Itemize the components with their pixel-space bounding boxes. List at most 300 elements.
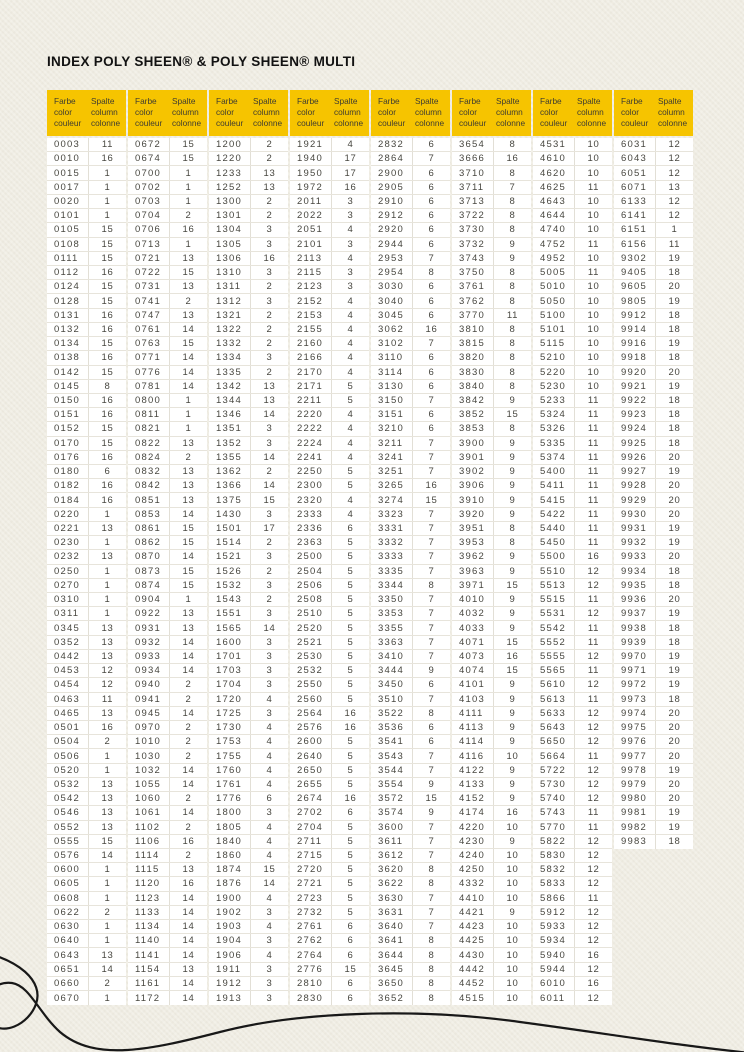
column-number-cell: 9 (493, 707, 531, 720)
table-row (128, 522, 207, 536)
table-row (452, 508, 531, 522)
column-number-cell: 11 (574, 892, 612, 905)
table-row (452, 323, 531, 337)
column-number-cell: 13 (88, 792, 126, 805)
table-row (614, 337, 693, 351)
column-number-cell: 3 (250, 906, 288, 919)
column-number-cell: 16 (169, 835, 207, 848)
column-number-cell: 8 (412, 948, 450, 961)
color-code-cell: 5010 (540, 281, 566, 293)
column-number-cell: 4 (331, 294, 369, 307)
table-row (533, 451, 612, 465)
column-number-cell: 15 (331, 963, 369, 976)
column-number-cell: 8 (412, 934, 450, 947)
column-number-cell: 18 (655, 437, 693, 450)
table-row (452, 835, 531, 849)
column-number-cell: 20 (655, 778, 693, 791)
color-code-cell: 0763 (135, 338, 161, 350)
column-number-cell: 13 (169, 607, 207, 620)
column-number-cell: 19 (655, 650, 693, 663)
table-row (209, 565, 288, 579)
table-row (533, 479, 612, 493)
color-code-cell: 1800 (216, 807, 242, 819)
column-number-cell: 16 (88, 309, 126, 322)
table-row (209, 479, 288, 493)
table-row (128, 366, 207, 380)
column-number-cell: 11 (574, 621, 612, 634)
group-rows (452, 138, 531, 1005)
table-row (452, 380, 531, 394)
table-row (128, 650, 207, 664)
table-row (371, 294, 450, 308)
column-number-cell: 6 (331, 948, 369, 961)
color-code-cell: 0220 (54, 508, 80, 520)
table-row (290, 650, 369, 664)
column-number-cell: 1 (169, 593, 207, 606)
column-number-cell: 8 (493, 294, 531, 307)
column-number-cell: 1 (88, 764, 126, 777)
table-row (47, 138, 126, 152)
table-row (128, 664, 207, 678)
column-number-cell: 15 (88, 437, 126, 450)
column-number-cell: 2 (250, 280, 288, 293)
table-row (533, 138, 612, 152)
column-number-cell: 2 (250, 195, 288, 208)
table-row (371, 479, 450, 493)
table-row (371, 138, 450, 152)
table-row (128, 892, 207, 906)
column-number-cell: 12 (574, 579, 612, 592)
table-row (533, 152, 612, 166)
color-code-cell: 1120 (135, 878, 161, 890)
table-row (128, 821, 207, 835)
column-number-cell: 14 (169, 764, 207, 777)
column-number-cell: 19 (655, 664, 693, 677)
spalte-header-label: Spalte column colonne (415, 96, 445, 128)
table-row (290, 778, 369, 792)
color-code-cell: 3251 (378, 466, 404, 478)
table-row (209, 906, 288, 920)
table-row (614, 422, 693, 436)
table-row (128, 493, 207, 507)
table-row (290, 821, 369, 835)
color-code-cell: 0874 (135, 579, 161, 591)
column-number-cell: 20 (655, 749, 693, 762)
table-row (371, 565, 450, 579)
color-code-cell: 4430 (459, 949, 485, 961)
table-row (533, 948, 612, 962)
color-code-cell: 1055 (135, 778, 161, 790)
column-number-cell: 12 (655, 166, 693, 179)
color-code-cell: 1514 (216, 537, 242, 549)
table-row (128, 181, 207, 195)
table-row (533, 550, 612, 564)
column-number-cell: 1 (88, 877, 126, 890)
table-row (290, 948, 369, 962)
column-number-cell: 4 (250, 835, 288, 848)
farbe-header-label: Farbe color couleur (54, 96, 82, 128)
color-code-cell: 3114 (378, 366, 404, 378)
column-number-cell: 4 (331, 252, 369, 265)
column-number-cell: 5 (331, 863, 369, 876)
color-code-cell: 1900 (216, 892, 242, 904)
table-row (533, 422, 612, 436)
color-code-cell: 2300 (297, 480, 323, 492)
column-number-cell: 15 (88, 337, 126, 350)
color-code-cell: 3331 (378, 523, 404, 535)
table-row (371, 792, 450, 806)
column-number-cell: 7 (412, 835, 450, 848)
table-row (128, 863, 207, 877)
table-row (371, 522, 450, 536)
column-number-cell: 1 (169, 422, 207, 435)
column-number-cell: 3 (250, 607, 288, 620)
table-row (371, 550, 450, 564)
color-code-cell: 3265 (378, 480, 404, 492)
column-number-cell: 11 (574, 465, 612, 478)
table-row (47, 849, 126, 863)
column-number-cell: 2 (169, 735, 207, 748)
color-code-cell: 2576 (297, 722, 323, 734)
table-row (290, 806, 369, 820)
table-row (614, 152, 693, 166)
color-code-cell: 2363 (297, 537, 323, 549)
color-code-cell: 1902 (216, 906, 242, 918)
table-row (209, 934, 288, 948)
table-row (47, 522, 126, 536)
table-row (614, 550, 693, 564)
table-row (209, 394, 288, 408)
color-code-cell: 1133 (135, 906, 161, 918)
table-row (452, 892, 531, 906)
table-row (209, 749, 288, 763)
color-code-cell: 6141 (621, 210, 647, 222)
column-number-cell: 5 (331, 536, 369, 549)
color-code-cell: 0842 (135, 480, 161, 492)
color-code-cell: 5220 (540, 366, 566, 378)
color-code-cell: 5722 (540, 764, 566, 776)
group-header (209, 90, 288, 136)
column-number-cell: 1 (88, 593, 126, 606)
table-row (371, 764, 450, 778)
table-row (452, 963, 531, 977)
column-number-cell: 16 (169, 877, 207, 890)
column-number-cell: 2 (250, 152, 288, 165)
color-code-cell: 2715 (297, 850, 323, 862)
color-code-cell: 2721 (297, 878, 323, 890)
color-code-cell: 9933 (621, 551, 647, 563)
table-row (452, 934, 531, 948)
column-number-cell: 8 (493, 266, 531, 279)
table-row (452, 266, 531, 280)
color-code-cell: 4073 (459, 650, 485, 662)
color-code-cell: 1154 (135, 963, 161, 975)
table-row (533, 792, 612, 806)
spalte-header-label: Spalte column colonne (577, 96, 607, 128)
color-code-cell: 3332 (378, 537, 404, 549)
table-row (533, 280, 612, 294)
color-code-cell: 1950 (297, 167, 323, 179)
color-code-cell: 2905 (378, 181, 404, 193)
column-number-cell: 13 (169, 863, 207, 876)
table-row (533, 223, 612, 237)
column-number-cell: 10 (574, 252, 612, 265)
color-code-cell: 9975 (621, 722, 647, 734)
column-number-cell: 8 (412, 707, 450, 720)
column-number-cell: 7 (412, 593, 450, 606)
color-code-cell: 5552 (540, 636, 566, 648)
column-number-cell: 14 (169, 977, 207, 990)
table-row (614, 366, 693, 380)
color-code-cell: 0501 (54, 722, 80, 734)
color-code-cell: 1375 (216, 494, 242, 506)
color-code-cell: 3640 (378, 921, 404, 933)
table-row (47, 792, 126, 806)
table-row (614, 408, 693, 422)
column-number-cell: 15 (88, 422, 126, 435)
column-number-cell: 20 (655, 451, 693, 464)
group-header (47, 90, 126, 136)
color-code-cell: 1311 (216, 281, 242, 293)
table-row (533, 621, 612, 635)
column-number-cell: 9 (493, 252, 531, 265)
farbe-header-label: Farbe color couleur (135, 96, 163, 128)
column-number-cell: 2 (250, 209, 288, 222)
column-number-cell: 15 (412, 792, 450, 805)
color-code-cell: 3541 (378, 736, 404, 748)
column-number-cell: 4 (331, 309, 369, 322)
color-code-cell: 9914 (621, 323, 647, 335)
column-number-cell: 5 (331, 906, 369, 919)
column-number-cell: 11 (574, 437, 612, 450)
column-number-cell: 15 (88, 280, 126, 293)
color-code-cell: 3852 (459, 409, 485, 421)
table-row (533, 408, 612, 422)
table-row (371, 650, 450, 664)
color-code-cell: 0182 (54, 480, 80, 492)
table-row (371, 536, 450, 550)
column-number-cell: 19 (655, 821, 693, 834)
table-row (47, 664, 126, 678)
color-code-cell: 3110 (378, 352, 404, 364)
table-row (533, 764, 612, 778)
table-row (128, 223, 207, 237)
table-row (209, 522, 288, 536)
color-code-cell: 1521 (216, 551, 242, 563)
color-code-cell: 1761 (216, 778, 242, 790)
farbe-header-label: Farbe color couleur (378, 96, 406, 128)
column-number-cell: 7 (412, 693, 450, 706)
color-code-cell: 1874 (216, 864, 242, 876)
column-number-cell: 9 (412, 778, 450, 791)
column-number-cell: 9 (493, 451, 531, 464)
table-row (533, 508, 612, 522)
column-number-cell: 12 (574, 735, 612, 748)
column-number-cell: 2 (250, 536, 288, 549)
color-code-cell: 1351 (216, 423, 242, 435)
color-code-cell: 3900 (459, 437, 485, 449)
column-number-cell: 6 (412, 422, 450, 435)
column-number-cell: 6 (250, 792, 288, 805)
color-code-cell: 2220 (297, 409, 323, 421)
column-number-cell: 12 (88, 678, 126, 691)
color-code-cell: 0453 (54, 665, 80, 677)
table-row (614, 209, 693, 223)
table-row (209, 152, 288, 166)
color-code-cell: 9934 (621, 565, 647, 577)
table-row (614, 294, 693, 308)
color-code-cell: 3210 (378, 423, 404, 435)
table-row (533, 806, 612, 820)
table-row (614, 650, 693, 664)
column-number-cell: 3 (250, 664, 288, 677)
color-code-cell: 5822 (540, 835, 566, 847)
table-row (47, 607, 126, 621)
column-number-cell: 12 (655, 195, 693, 208)
color-code-cell: 0138 (54, 352, 80, 364)
color-code-cell: 1362 (216, 466, 242, 478)
color-code-cell: 9938 (621, 622, 647, 634)
column-number-cell: 5 (331, 778, 369, 791)
table-row (209, 621, 288, 635)
table-row (290, 607, 369, 621)
column-number-cell: 1 (169, 408, 207, 421)
column-number-cell: 16 (412, 479, 450, 492)
table-row (209, 664, 288, 678)
color-code-cell: 9980 (621, 793, 647, 805)
column-number-cell: 4 (331, 493, 369, 506)
color-code-cell: 2113 (297, 252, 323, 264)
column-number-cell: 20 (655, 280, 693, 293)
color-code-cell: 1753 (216, 736, 242, 748)
color-code-cell: 1172 (135, 992, 161, 1004)
column-number-cell: 2 (169, 678, 207, 691)
color-code-cell: 2115 (297, 267, 323, 279)
table-row (290, 636, 369, 650)
column-number-cell: 16 (88, 408, 126, 421)
color-code-cell: 2152 (297, 295, 323, 307)
table-row (128, 792, 207, 806)
color-code-cell: 2224 (297, 437, 323, 449)
color-code-cell: 2101 (297, 238, 323, 250)
table-row (209, 849, 288, 863)
color-code-cell: 1940 (297, 153, 323, 165)
table-row (452, 366, 531, 380)
column-number-cell: 6 (331, 920, 369, 933)
column-number-cell: 1 (169, 394, 207, 407)
color-code-cell: 4643 (540, 195, 566, 207)
column-number-cell: 4 (250, 948, 288, 961)
column-number-cell: 7 (412, 636, 450, 649)
table-row (128, 394, 207, 408)
table-row (209, 991, 288, 1005)
table-row (128, 735, 207, 749)
color-code-cell: 1332 (216, 338, 242, 350)
color-code-cell: 1030 (135, 750, 161, 762)
table-row (128, 934, 207, 948)
color-code-cell: 5934 (540, 935, 566, 947)
color-code-cell: 4644 (540, 210, 566, 222)
column-number-cell: 18 (655, 408, 693, 421)
color-code-cell: 5643 (540, 722, 566, 734)
table-row (128, 479, 207, 493)
table-row (47, 280, 126, 294)
color-code-cell: 0704 (135, 210, 161, 222)
color-code-cell: 1352 (216, 437, 242, 449)
color-code-cell: 9932 (621, 537, 647, 549)
color-code-cell: 0010 (54, 153, 80, 165)
color-code-cell: 3355 (378, 622, 404, 634)
color-code-cell: 2674 (297, 793, 323, 805)
table-row (533, 877, 612, 891)
table-row (452, 877, 531, 891)
column-number-cell: 2 (169, 792, 207, 805)
table-row (209, 536, 288, 550)
column-number-cell: 3 (250, 223, 288, 236)
column-number-cell: 10 (493, 948, 531, 961)
table-row (209, 835, 288, 849)
table-row (209, 550, 288, 564)
table-row (371, 209, 450, 223)
color-code-cell: 1366 (216, 480, 242, 492)
color-code-cell: 6043 (621, 153, 647, 165)
color-code-cell: 4425 (459, 935, 485, 947)
column-number-cell: 9 (493, 465, 531, 478)
color-code-cell: 2211 (297, 395, 323, 407)
table-row (614, 266, 693, 280)
table-row (452, 906, 531, 920)
table-row (209, 138, 288, 152)
table-row (452, 621, 531, 635)
color-code-cell: 9981 (621, 807, 647, 819)
table-row (452, 166, 531, 180)
color-code-cell: 1140 (135, 935, 161, 947)
table-row (371, 323, 450, 337)
column-number-cell: 9 (493, 693, 531, 706)
table-row (209, 366, 288, 380)
column-number-cell: 18 (655, 579, 693, 592)
column-number-cell: 3 (250, 934, 288, 947)
column-number-cell: 13 (88, 550, 126, 563)
color-code-cell: 1342 (216, 380, 242, 392)
column-number-cell: 7 (412, 892, 450, 905)
color-code-cell: 4010 (459, 594, 485, 606)
column-number-cell: 15 (169, 536, 207, 549)
column-number-cell: 5 (331, 821, 369, 834)
table-row (290, 166, 369, 180)
column-number-cell: 9 (493, 394, 531, 407)
color-code-cell: 2920 (378, 224, 404, 236)
color-code-cell: 1876 (216, 878, 242, 890)
group-rows (47, 138, 126, 1005)
table-row (290, 451, 369, 465)
table-row (128, 238, 207, 252)
color-code-cell: 2640 (297, 750, 323, 762)
column-number-cell: 7 (412, 920, 450, 933)
column-number-cell: 14 (169, 806, 207, 819)
table-row (47, 892, 126, 906)
column-number-cell: 20 (655, 593, 693, 606)
color-code-cell: 9970 (621, 650, 647, 662)
column-number-cell: 8 (493, 138, 531, 151)
table-row (47, 636, 126, 650)
table-row (290, 223, 369, 237)
table-row (452, 479, 531, 493)
table-row (128, 536, 207, 550)
column-number-cell: 2 (250, 309, 288, 322)
column-number-cell: 2 (169, 821, 207, 834)
table-row (128, 636, 207, 650)
